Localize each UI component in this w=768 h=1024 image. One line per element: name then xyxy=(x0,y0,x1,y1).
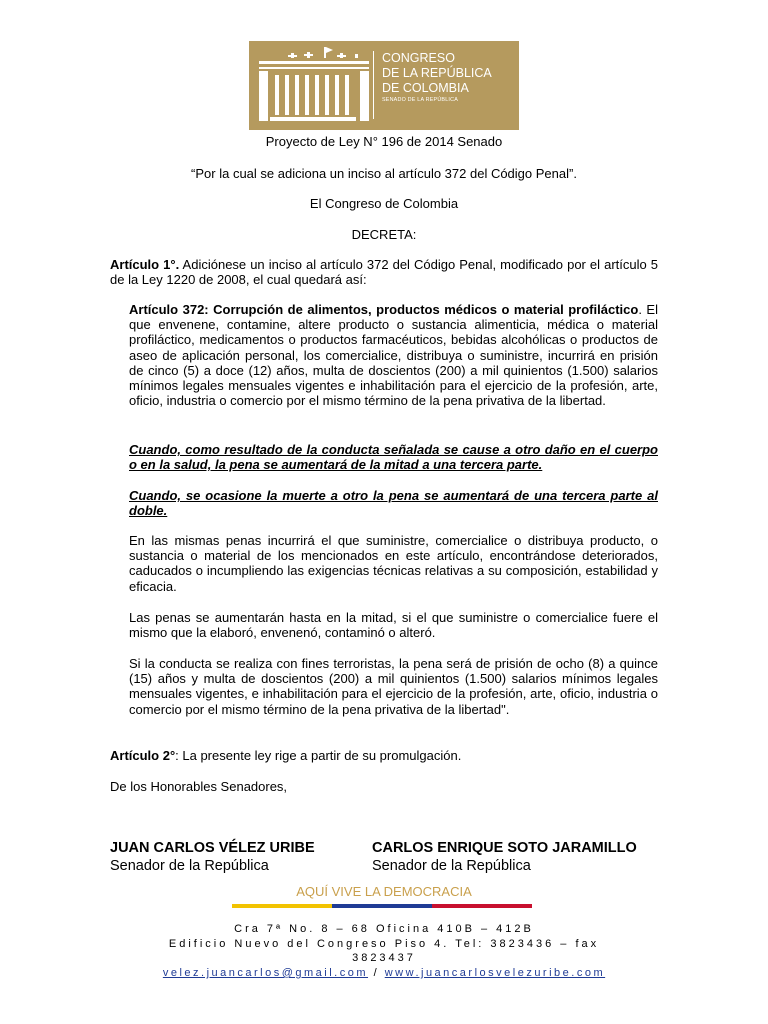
article-372-label: Artículo 372: Corrupción de alimentos, productos médicos o material profiláctico xyxy=(129,302,639,317)
issuer-line: El Congreso de Colombia xyxy=(309,196,459,211)
logo-text xyxy=(382,51,492,104)
congreso-logo xyxy=(249,41,519,130)
website-link[interactable]: www.juancarlosvelezuribe.com xyxy=(384,967,606,979)
paragraph-5: Si la conducta se realiza con fines terroristas, la pena será de prisión de ocho (8) a quince (15) años y multa de doscientos (200) a mil quinientos (1.500) salarios mínimos legales mensuales vigentes, e inhabilitación para el ejercicio de la profesión, arte, oficio, industria o comercio por el mismo término de la pena privativa de la libertad". xyxy=(129,656,658,717)
article-1-text: Adiciónese un inciso al artículo 372 del Código Penal, modificado por el artículo 5 de la Ley 1220 de 2008, el cual quedará así: xyxy=(110,257,659,288)
logo-line-2: DE LA REPÚBLICA xyxy=(382,66,492,80)
paragraph-4: Las penas se aumentarán hasta en la mitad, si el que suministre o comercialice fuere el mismo que la elaboró, envenenó, contaminó o alteró. xyxy=(129,610,658,641)
footer-fax: 3823437 xyxy=(352,952,416,964)
logo-line-3: DE COLOMBIA xyxy=(382,81,469,95)
paragraph-3: En las mismas penas incurrirá el que suministre, comercialice o distribuya producto, o sustancia o material de los mencionados en este artículo, encontrándose deteriorados, caducados o incumpliendo las exigencias técnicas relativas a su composición, estabilidad y eficacia. xyxy=(129,533,658,594)
logo-line-1: CONGRESO xyxy=(382,51,455,65)
closing-line: De los Honorables Senadores, xyxy=(110,779,288,794)
signatory-1-title: Senador de la República xyxy=(110,858,269,874)
decreta-heading: DECRETA: xyxy=(351,227,417,242)
signatory-2-name: CARLOS ENRIQUE SOTO JARAMILLO xyxy=(372,840,637,856)
article-2-text: : La presente ley rige a partir de su promulgación. xyxy=(175,748,462,763)
footer-building: Edificio Nuevo del Congreso Piso 4. Tel: 3823436 – fax xyxy=(168,938,600,950)
capitol-building-icon xyxy=(255,45,373,125)
added-clause-1: Cuando, como resultado de la conducta señalada se cause a otro daño en el cuerpo o en la salud, la pena se aumentará de la mitad a una tercera parte. xyxy=(129,442,658,473)
article-2-paragraph xyxy=(110,748,658,763)
logo-divider xyxy=(373,51,374,119)
document-subtitle: “Por la cual se adiciona un inciso al artículo 372 del Código Penal”. xyxy=(191,166,577,181)
flag-stripe-yellow xyxy=(232,904,332,908)
signatory-1-name: JUAN CARLOS VÉLEZ URIBE xyxy=(110,840,315,856)
added-clause-2: Cuando, se ocasione la muerte a otro la pena se aumentará de una tercera parte al doble. xyxy=(129,488,658,519)
footer-contacts xyxy=(0,966,768,980)
footer-slogan: AQUÍ VIVE LA DEMOCRACIA xyxy=(296,884,472,899)
email-link[interactable]: velez.juancarlos@gmail.com xyxy=(162,967,369,979)
article-1-label: Artículo 1°. xyxy=(110,257,180,272)
article-372-text: . El que envenene, contamine, altere producto o sustancia alimenticia, médica o material profiláctico, medicamentos o productos farmacéuticos, bebidas alcohólicas o productos de aseo de aplicación personal, los comercialice, distribuya o suministre, incurrirá en prisión de cinco (5) a doce (12) años, multa de doscientos (200) a mil quinientos (1.500) salarios mínimos legales mensuales vigentes e inhabilitación para el ejercicio de la profesión, arte, oficio, industria o comercio por el mismo término de la pena privativa de la libertad. xyxy=(129,302,658,409)
flag-stripe-blue xyxy=(332,904,432,908)
flag-stripe-red xyxy=(432,904,532,908)
contact-separator: / xyxy=(373,967,380,979)
footer-address: Cra 7ª No. 8 – 68 Oficina 410B – 412B xyxy=(234,923,534,935)
article-2-label: Artículo 2° xyxy=(110,748,176,763)
article-372-paragraph xyxy=(129,302,658,408)
article-1-paragraph xyxy=(110,257,658,287)
signatory-2-title: Senador de la República xyxy=(372,858,531,874)
logo-line-4: SENADO DE LA REPÚBLICA xyxy=(382,97,458,103)
document-title: Proyecto de Ley N° 196 de 2014 Senado xyxy=(265,134,503,149)
